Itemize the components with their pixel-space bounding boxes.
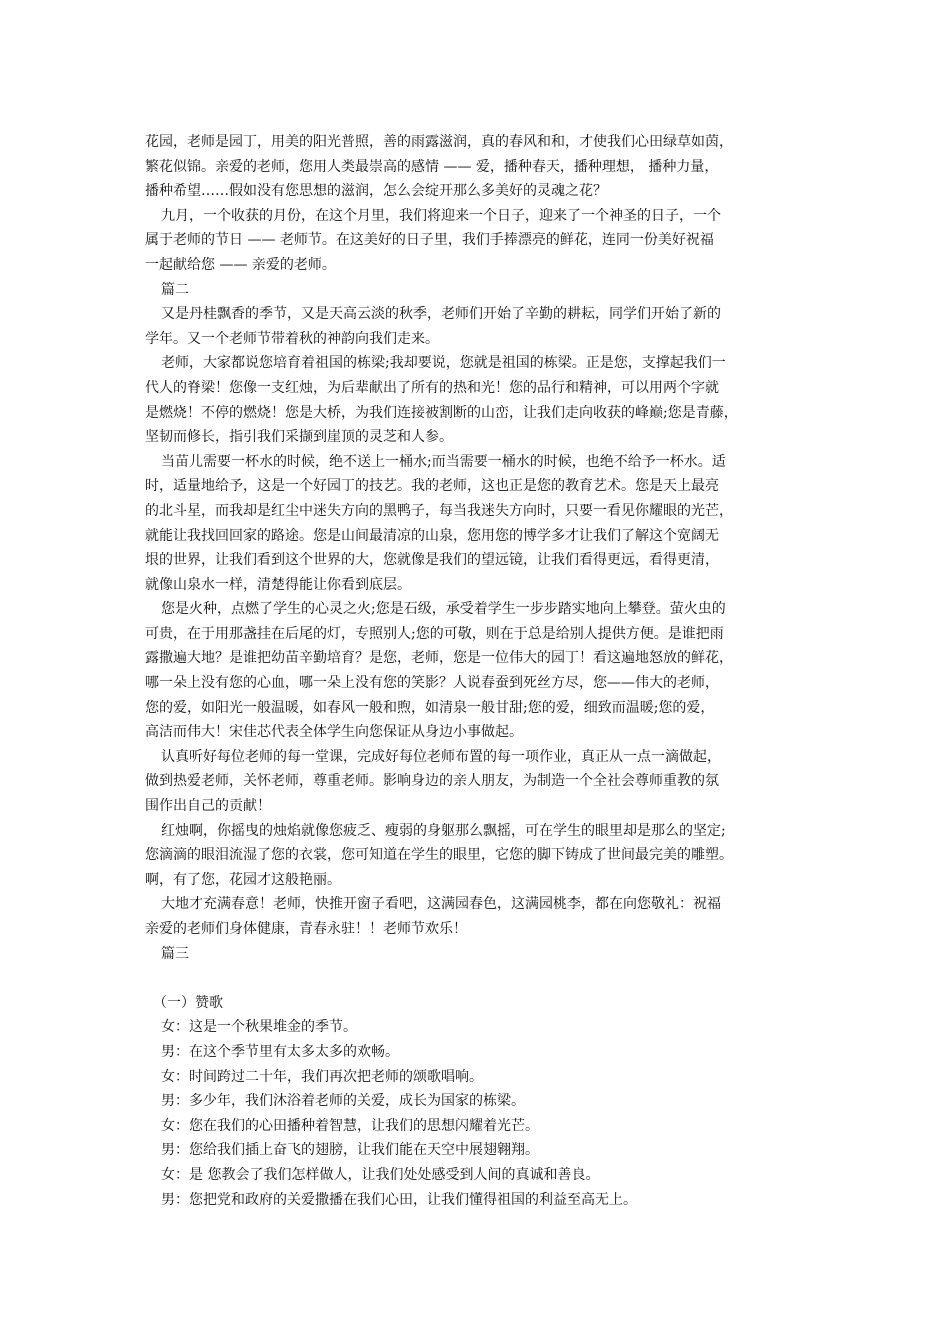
text-line: 时，适量地给予，这是一个好园丁的技艺。我的老师，这也正是您的教育艺术。您是天上最亮 [145,478,719,495]
document-page [145,130,825,1212]
paragraph-start: 当苗儿需要一杯水的时候，绝不送上一桶水;而当需要一桶水的时候，也绝不给予一杯水。适 [161,453,726,470]
text-line: 您的爱，如阳光一般温暖，如春风一般和煦，如清泉一般甘甜;您的爱，细致而温暖;您的爱， [145,699,715,716]
text-line: 围作出自己的贡献！ [145,798,271,815]
text-line: 您滴滴的眼泪流湿了您的衣裳，您可知道在学生的眼里，它您的脚下铸成了世间最完美的雕塑。 [145,847,733,864]
dialogue-line: 男：在这个季节里有太多太多的欢畅。 [161,1043,399,1060]
dialogue-line: 男：您把党和政府的关爱撒播在我们心田，让我们懂得祖国的利益至高无上。 [161,1191,637,1208]
text-line: 高洁而伟大！宋佳芯代表全体学生向您保证从身边小事做起。 [145,724,523,741]
text-line: 一起献给您 —— 亲爱的老师。 [145,256,336,273]
paragraph-start: 认真听好每位老师的每一堂课，完成好每位老师布置的每一项作业，真正从一点一滴做起， [161,748,721,765]
dialogue-line: 男：您给我们插上奋飞的翅膀，让我们能在天空中展翅翱翔。 [161,1142,539,1159]
paragraph-start: 红烛啊，你摇曳的烛焰就像您疲乏、瘦弱的身躯那么飘摇，可在学生的眼里却是那么的坚定; [161,822,726,839]
text-line: 是燃烧！不停的燃烧！您是大桥，为我们连接被割断的山峦，让我们走向收获的峰巅;您是青藤， [145,404,738,421]
text-line: 哪一朵上没有您的心血，哪一朵上没有您的笑影？人说春蚕到死丝方尽，您——伟大的老师， [145,675,719,692]
dialogue-line: 女：您在我们的心田播种着智慧，让我们的思想闪耀着光芒。 [161,1117,539,1134]
section-heading: 篇三 [161,945,189,962]
paragraph-start: 九月，一个收获的月份，在这个月里，我们将迎来一个日子，迎来了一个神圣的日子，一个 [161,207,721,224]
dialogue-line: 女：这是一个秋果堆金的季节。 [161,1019,357,1036]
text-line: 坚韧而修长，指引我们采撷到崖顶的灵芝和人参。 [145,429,453,446]
text-line: 花园，老师是园丁，用美的阳光普照，善的雨露滋润，真的春风和和，才使我们心田绿草如茵， [145,134,733,150]
text-line: 就像山泉水一样，清楚得能让你看到底层。 [145,576,411,593]
blank-line [145,966,825,991]
text-line: 可贵，在于用那盏挂在后尾的灯，专照别人;您的可敬，则在于总是给别人提供方便。是谁把雨 [145,625,724,642]
subsection-heading: （一）赞歌 [153,994,223,1011]
text-line: 做到热爱老师，关怀老师，尊重老师。影响身边的亲人朋友，为制造一个全社会尊师重教的氛 [145,773,719,790]
paragraph-start: 又是丹桂飘香的季节，又是天高云淡的秋季，老师们开始了辛勤的耕耘，同学们开始了新的 [161,306,721,323]
text-line: 属于老师的节日 —— 老师节。在这美好的日子里，我们手捧漂亮的鲜花，连同一份美好祝福 [145,232,714,249]
text-line: 学年。又一个老师节带着秋的神韵向我们走来。 [145,330,439,347]
dialogue-line: 男：多少年，我们沐浴着老师的关爱，成长为国家的栋梁。 [161,1093,525,1110]
text-line: 代人的脊梁！您像一支红烛，为后辈献出了所有的热和光！您的品行和精神，可以用两个字就 [145,379,719,396]
paragraph-start: 老师，大家都说您培育着祖国的栋梁;我却要说，您就是祖国的栋梁。正是您，支撑起我们一 [161,355,726,372]
paragraph-start: 您是火种，点燃了学生的心灵之火;您是石级，承受着学生一步步踏实地向上攀登。萤火虫的 [161,601,726,618]
section-heading: 篇二 [161,281,189,298]
text-line: 的北斗星，而我却是红尘中迷失方向的黑鸭子，每当我迷失方向时，只要一看见你耀眼的光芒， [145,502,733,519]
text-line: 垠的世界，让我们看到这个世界的大，您就像是我们的望远镜，让我们看得更远，看得更清， [145,552,719,569]
text-line: 啊，有了您，花园才这般艳丽。 [145,871,341,888]
text-line: 就能让我找回回家的路途。您是山间最清凉的山泉，您用您的博学多才让我们了解这个宽阔无 [145,527,719,544]
dialogue-line: 女：是 您教会了我们怎样做人，让我们处处感受到人间的真诚和善良。 [161,1166,600,1183]
text-line: 露撒遍大地？是谁把幼苗辛勤培育？是您，老师，您是一位伟大的园丁！看这遍地怒放的鲜花， [145,650,733,667]
paragraph-start: 大地才充满春意！老师，快推开窗子看吧，这满园春色，这满园桃李，都在向您敬礼：祝福 [161,896,721,913]
dialogue-line: 女：时间跨过二十年，我们再次把老师的颂歌唱响。 [161,1068,483,1085]
text-line: 繁花似锦。亲爱的老师，您用人类最崇高的感情 —— 爱，播种春天，播种理想， 播种力量， [145,158,719,175]
text-line: 亲爱的老师们身体健康，青春永驻！！老师节欢乐！ [145,921,467,937]
text-line: 播种希望……假如没有您思想的滋润，怎么会绽开那么多美好的灵魂之花？ [145,183,607,200]
